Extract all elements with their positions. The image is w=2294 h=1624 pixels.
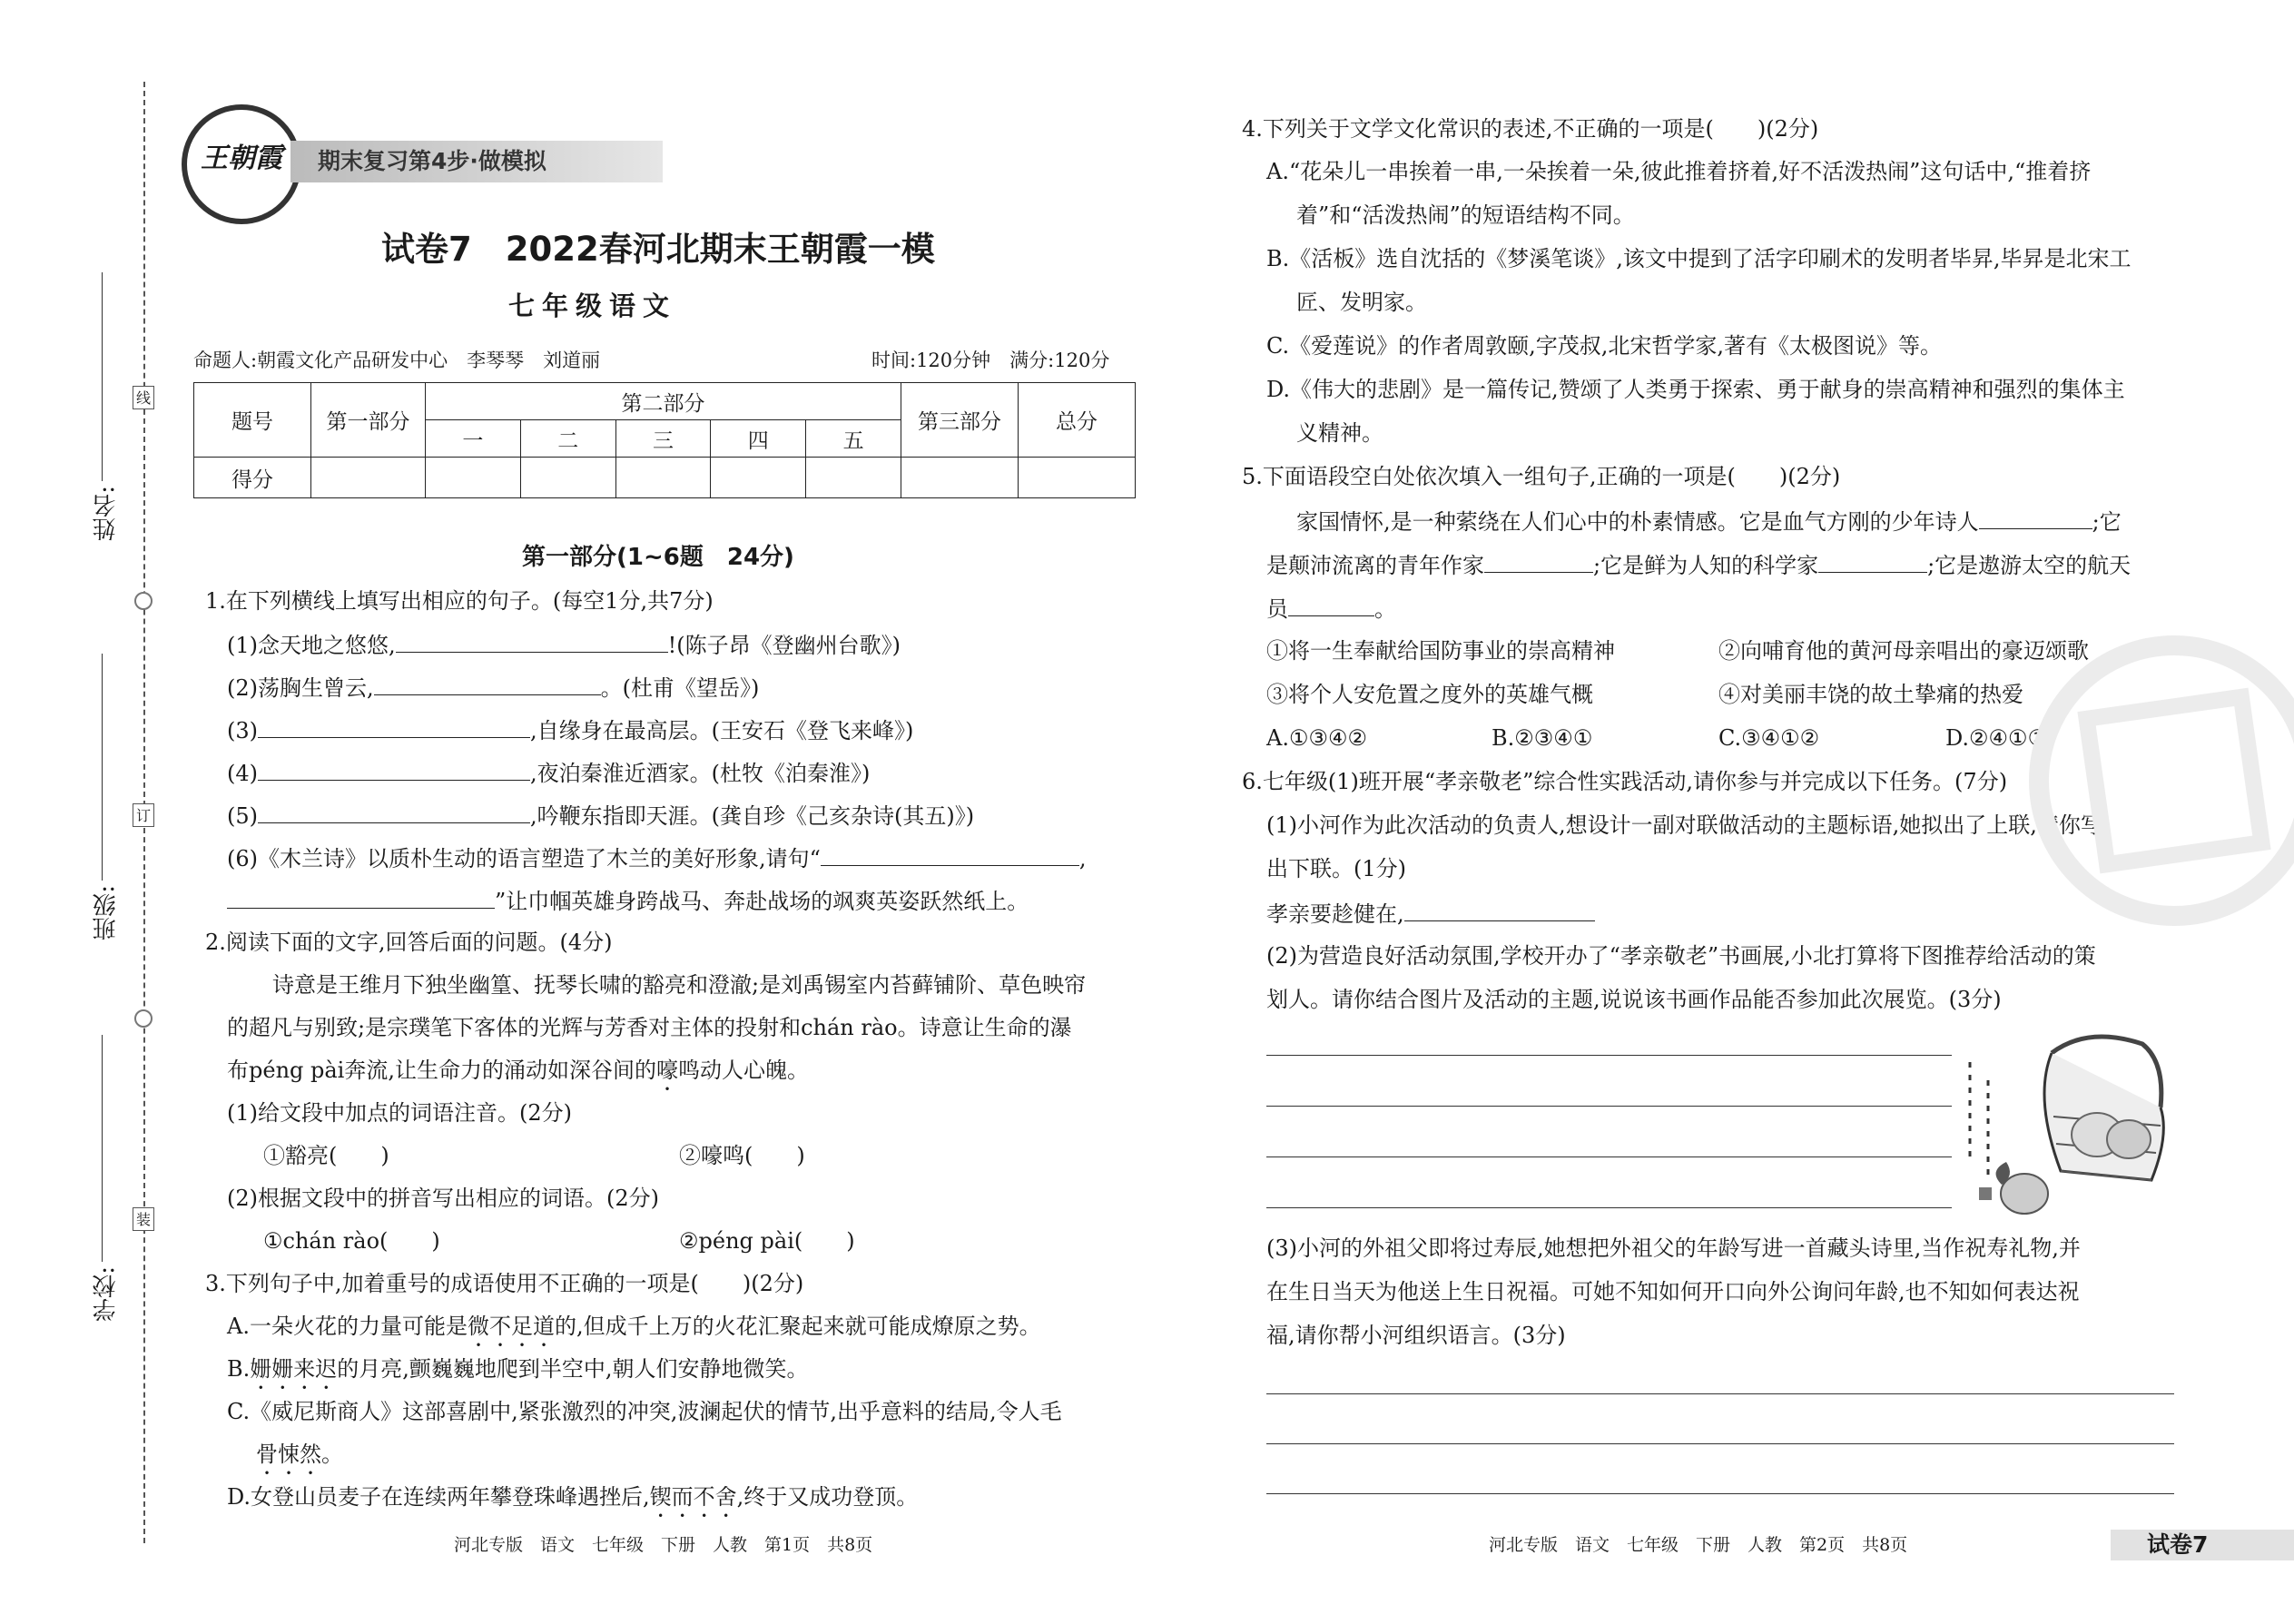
col-header-part2: 第二部分 [426,383,901,420]
q4-option-c: C.《爱莲说》的作者周敦颐,字茂叔,北宋哲学家,著有《太极图说》等。 [1266,333,1943,359]
logo-text: 王朝霞 [201,143,282,174]
q4-option-b: B.《活板》选自沈括的《梦溪笔谈》,该文中提到了活字印刷术的发明者毕昇,毕昇是北宋工 [1266,246,2132,271]
school-label: 学校: [93,1266,120,1322]
answer-line[interactable] [1266,1443,2174,1444]
question-5: 5.下面语段空白处依次填入一组句子,正确的一项是( )(2分) [1242,464,1841,489]
time-info: 时间:120分钟 满分:120分 [871,349,1110,371]
exam-subject: 七年级语文 [508,290,677,321]
q2-sub-2-a: ①chán rào( ) [263,1228,440,1254]
q2-sub-1-a: ①豁亮( ) [263,1143,389,1168]
q2-sub-2: (2)根据文段中的拼音写出相应的词语。(2分) [227,1186,659,1211]
q2-sub-1-b: ②嚎鸣( ) [679,1143,805,1168]
q4-option-a: A.“花朵儿一串挨着一串,一朵挨着一朵,彼此推着挤着,好不活泼热闹”这句话中,“推着挤 [1266,159,2092,184]
page-tab-label: 试卷7 [2147,1531,2209,1558]
page-footer-left: 河北专版 语文 七年级 下册 人教 第1页 共8页 [454,1535,873,1555]
q4-option-a-cont: 着”和“活泼热闹”的短语结构不同。 [1296,202,1635,228]
question-4: 4.下列关于文学文化常识的表述,不正确的一项是( )(2分) [1242,116,1819,142]
answer-blank[interactable] [227,884,495,909]
score-cell[interactable] [615,458,711,498]
q1-item-1: (1)念天地之悠悠, !(陈子昂《登幽州台歌》) [227,628,901,661]
q6-sub-2: (2)为营造良好活动氛围,学校开办了“孝亲敬老”书画展,小北打算将下图推荐给活动的策 [1266,943,2096,969]
seal-char-1: 装 [133,1207,154,1231]
peach-basket-painting [1952,1026,2179,1225]
score-cell[interactable] [520,458,615,498]
q1-item-2: (2)荡胸生曾云, 。(杜甫《望岳》) [227,671,759,704]
q4-option-d: D.《伟大的悲剧》是一篇传记,赞颂了人类勇于探索、勇于献身的崇高精神和强烈的集体主 [1266,377,2125,402]
col-header-part3: 第三部分 [901,383,1019,458]
q5-sentence-1: ①将一生奉献给国防事业的崇高精神 [1266,638,1615,664]
class-label: 班级: [93,885,120,940]
answer-blank[interactable] [1979,505,2092,529]
question-6: 6.七年级(1)班开展“孝亲敬老”综合性实践活动,请你参与并完成以下任务。(7分) [1242,769,2008,794]
q4-option-d-cont: 义精神。 [1296,420,1383,446]
col-header-total: 总分 [1019,383,1136,458]
part1-title: 第一部分(1~6题 24分) [522,544,794,571]
q5-choice-c[interactable]: C.③④①② [1718,725,1820,751]
q3-option-a: A.一朵火花的力量可能是微不足道的,但成千上万的火花汇聚起来就可能成燎原之势。 [227,1314,1041,1339]
q3-option-b: B.姗姗来迟的月亮,颤巍巍地爬到半空中,朝人们安静地微笑。 [227,1356,809,1382]
answer-blank[interactable] [258,799,530,823]
binding-hole-icon [134,1009,153,1028]
q2-passage-line-2: 的超凡与别致;是宗璞笔下客体的光辉与芳香对主体的投射和chán rào。诗意让生命的瀑 [227,1015,1072,1040]
answer-blank[interactable] [1818,548,1927,573]
q3-option-c-cont: 骨悚然。 [256,1442,343,1467]
q5-choice-b[interactable]: B.②③④① [1492,725,1593,751]
watermark-seal-inner-icon [2077,688,2270,874]
q4-option-b-cont: 匠、发明家。 [1296,290,1427,315]
answer-blank[interactable] [1484,548,1593,573]
score-cell[interactable] [1019,458,1136,498]
authors-line: 命题人:朝霞文化产品研发中心 李琴琴 刘道丽 [193,349,601,371]
q1-item-6-cont: ”让巾帼英雄身跨战马、奔赴战场的飒爽英姿跃然纸上。 [227,884,1029,917]
row-header-score: 得分 [194,458,311,498]
score-cell[interactable] [711,458,806,498]
sub-header: 三 [615,420,711,458]
q2-passage-line-1: 诗意是王维月下独坐幽篁、抚琴长啸的豁亮和澄澈;是刘禹锡室内苔藓铺阶、草色映帘 [272,972,1087,998]
question-2: 2.阅读下面的文字,回答后面的问题。(4分) [205,930,613,955]
answer-blank[interactable] [258,714,530,738]
sub-header: 五 [806,420,901,458]
name-label: 姓名: [93,486,120,541]
answer-blank[interactable] [1404,897,1595,921]
answer-blank[interactable] [374,671,601,695]
q6-sub-1: (1)小河作为此次活动的负责人,想设计一副对联做活动的主题标语,她拟出了上联,请你写 [1266,812,2102,838]
score-table [193,382,1136,498]
q6-sub-1-cont: 出下联。(1分) [1266,856,1406,881]
sub-header: 四 [711,420,806,458]
seal-char-2: 订 [133,803,154,827]
answer-line[interactable] [1266,1106,1952,1107]
answer-line[interactable] [1266,1493,2174,1494]
q1-item-5: (5) ,吟鞭东指即天涯。(龚自珍《己亥杂诗(其五)》) [227,799,974,832]
score-cell[interactable] [311,458,426,498]
name-line [102,272,103,481]
answer-blank[interactable] [821,842,1079,866]
question-1: 1.在下列横线上填写出相应的句子。(每空1分,共7分) [205,588,714,614]
q1-item-4: (4) ,夜泊秦淮近酒家。(杜牧《泊秦淮》) [227,756,870,789]
q5-passage-line-3: 员 。 [1266,592,1396,625]
answer-blank[interactable] [396,628,668,653]
score-cell[interactable] [806,458,901,498]
q6-sub-2-cont: 划人。请你结合图片及活动的主题,说说该书画作品能否参加此次展览。(3分) [1266,987,2002,1012]
q6-sub-3-cont-1: 在生日当天为他送上生日祝福。可她不知如何开口向外公询问年龄,也不知如何表达祝 [1266,1279,2080,1304]
logo-badge [182,104,301,224]
q2-passage-line-3: 布péng pài奔流,让生命力的涌动如深谷间的嚎鸣动人心魄。 [227,1058,809,1083]
col-header-tihao: 题号 [194,383,311,458]
q3-option-c: C.《威尼斯商人》这部喜剧中,紧张激烈的冲突,波澜起伏的情节,出乎意料的结局,令人毛 [227,1399,1062,1424]
emphasized-char: 嚎 [656,1058,678,1083]
q2-sub-2-b: ②péng pài( ) [679,1228,855,1254]
q5-choice-a[interactable]: A.①③④② [1266,725,1368,751]
score-cell[interactable] [426,458,521,498]
q6-sub-3-cont-2: 福,请你帮小河组织语言。(3分) [1266,1323,1566,1348]
col-header-part1: 第一部分 [311,383,426,458]
q1-item-3: (3) ,自缘身在最高层。(王安石《登飞来峰》) [227,714,913,746]
q5-sentence-4: ④对美丽丰饶的故土挚痛的热爱 [1718,682,2023,707]
q5-passage-line-2: 是颠沛流离的青年作家 ;它是鲜为人知的科学家 ;它是遨游太空的航天 [1266,548,2131,581]
q6-sub-3: (3)小河的外祖父即将过寿辰,她想把外祖父的年龄写进一首藏头诗里,当作祝寿礼物,并 [1266,1235,2081,1261]
school-line [102,1035,103,1262]
answer-line[interactable] [1266,1055,1952,1056]
q5-sentence-3: ③将个人安危置之度外的英雄气概 [1266,682,1593,707]
exam-title: 试卷7 2022春河北期末王朝霞一模 [381,230,935,269]
score-cell[interactable] [901,458,1019,498]
q2-sub-1: (1)给文段中加点的词语注音。(2分) [227,1100,572,1126]
answer-line[interactable] [1266,1393,2174,1394]
answer-blank[interactable] [258,756,530,781]
sub-header: 一 [426,420,521,458]
answer-line[interactable] [1266,1207,1952,1208]
question-3: 3.下列句子中,加着重号的成语使用不正确的一项是( )(2分) [205,1271,804,1296]
answer-line[interactable] [1266,1156,1952,1157]
q5-sentence-2: ②向哺育他的黄河母亲唱出的豪迈颂歌 [1718,638,2089,664]
sub-header: 二 [520,420,615,458]
q5-passage-line-1: 家国情怀,是一种萦绕在人们心中的朴素情感。它是血气方刚的少年诗人 ;它 [1296,505,2122,537]
banner-text: 期末复习第4步·做模拟 [318,148,546,174]
class-line [102,654,103,881]
binding-hole-icon [134,592,153,610]
q6-couplet: 孝亲要趁健在, [1266,897,1595,930]
answer-blank[interactable] [1288,592,1374,616]
q1-item-6: (6)《木兰诗》以质朴生动的语言塑造了木兰的美好形象,请句“ , [227,842,1087,874]
page-footer-right: 河北专版 语文 七年级 下册 人教 第2页 共8页 [1489,1535,1908,1555]
q5-choice-d[interactable]: D.②④①③ [1945,725,2048,751]
section-banner [290,141,663,182]
seal-char-3: 线 [133,386,154,409]
q3-option-d: D.女登山员麦子在连续两年攀登珠峰遇挫后,锲而不舍,终于又成功登顶。 [227,1484,919,1510]
